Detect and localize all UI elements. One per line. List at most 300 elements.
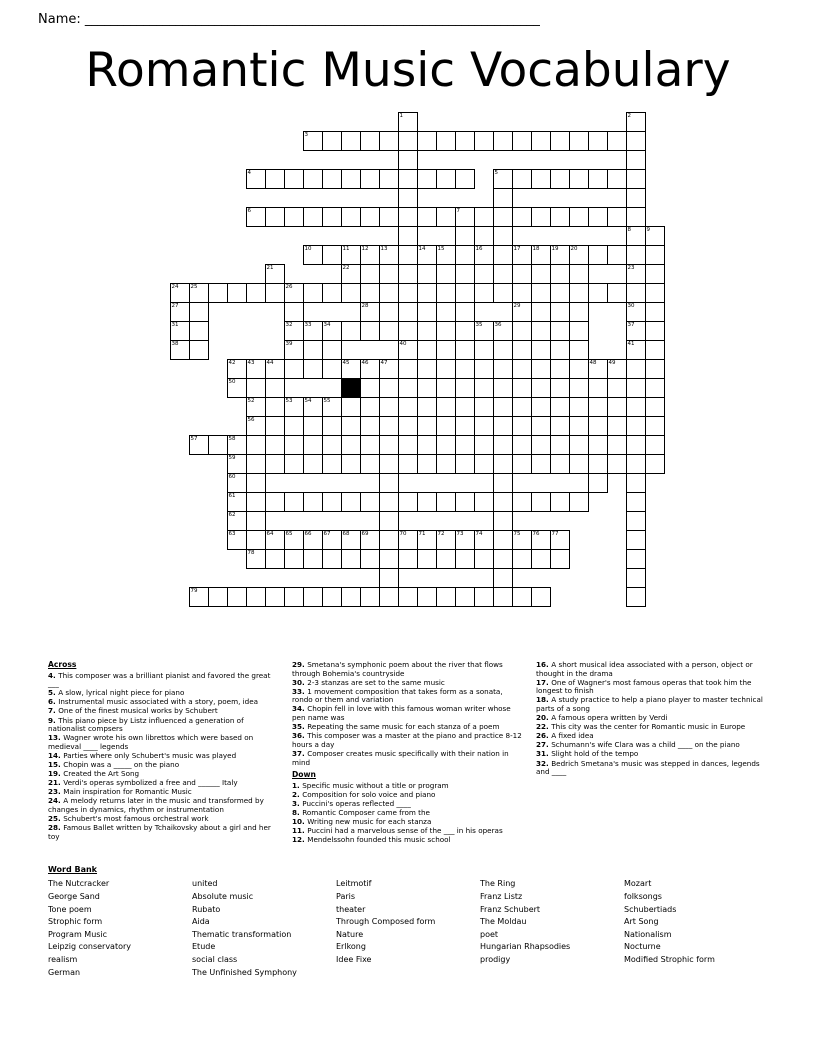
grid-cell[interactable] bbox=[550, 360, 569, 379]
grid-cell[interactable] bbox=[341, 550, 360, 569]
grid-cell[interactable] bbox=[284, 303, 303, 322]
grid-cell[interactable] bbox=[455, 170, 474, 189]
grid-cell[interactable] bbox=[379, 170, 398, 189]
grid-cell[interactable] bbox=[531, 398, 550, 417]
grid-cell[interactable] bbox=[588, 208, 607, 227]
grid-cell[interactable] bbox=[493, 170, 512, 189]
grid-cell[interactable] bbox=[645, 417, 664, 436]
grid-cell[interactable] bbox=[493, 417, 512, 436]
grid-cell[interactable] bbox=[379, 493, 398, 512]
grid-cell[interactable] bbox=[303, 132, 322, 151]
grid-cell[interactable] bbox=[493, 455, 512, 474]
grid-cell[interactable] bbox=[417, 303, 436, 322]
grid-cell[interactable] bbox=[588, 246, 607, 265]
grid-cell[interactable] bbox=[455, 531, 474, 550]
grid-cell[interactable] bbox=[284, 455, 303, 474]
grid-cell[interactable] bbox=[531, 284, 550, 303]
grid-cell[interactable] bbox=[493, 208, 512, 227]
grid-cell[interactable] bbox=[246, 436, 265, 455]
grid-cell[interactable] bbox=[170, 341, 189, 360]
grid-cell[interactable] bbox=[322, 588, 341, 607]
grid-cell[interactable] bbox=[322, 132, 341, 151]
grid-cell[interactable] bbox=[645, 436, 664, 455]
grid-cell[interactable] bbox=[455, 246, 474, 265]
grid-cell[interactable] bbox=[455, 493, 474, 512]
grid-cell[interactable] bbox=[379, 265, 398, 284]
grid-cell[interactable] bbox=[398, 550, 417, 569]
grid-cell[interactable] bbox=[303, 531, 322, 550]
grid-cell[interactable] bbox=[360, 417, 379, 436]
grid-cell[interactable] bbox=[569, 284, 588, 303]
grid-cell[interactable] bbox=[284, 170, 303, 189]
grid-cell[interactable] bbox=[189, 436, 208, 455]
grid-cell[interactable] bbox=[455, 303, 474, 322]
grid-cell[interactable] bbox=[588, 398, 607, 417]
grid-cell[interactable] bbox=[626, 512, 645, 531]
grid-cell[interactable] bbox=[265, 284, 284, 303]
grid-cell[interactable] bbox=[607, 284, 626, 303]
grid-cell[interactable] bbox=[398, 493, 417, 512]
grid-cell[interactable] bbox=[531, 436, 550, 455]
grid-cell[interactable] bbox=[398, 417, 417, 436]
grid-cell[interactable] bbox=[303, 550, 322, 569]
grid-cell[interactable] bbox=[341, 398, 360, 417]
grid-cell[interactable] bbox=[512, 493, 531, 512]
grid-cell[interactable] bbox=[474, 132, 493, 151]
grid-cell[interactable] bbox=[607, 436, 626, 455]
grid-cell[interactable] bbox=[569, 208, 588, 227]
grid-cell[interactable] bbox=[493, 379, 512, 398]
grid-cell[interactable] bbox=[341, 360, 360, 379]
grid-cell[interactable] bbox=[341, 417, 360, 436]
grid-cell[interactable] bbox=[455, 265, 474, 284]
grid-cell[interactable] bbox=[626, 493, 645, 512]
grid-cell[interactable] bbox=[436, 208, 455, 227]
grid-cell[interactable] bbox=[341, 322, 360, 341]
grid-cell[interactable] bbox=[398, 227, 417, 246]
grid-cell[interactable] bbox=[189, 588, 208, 607]
grid-cell[interactable] bbox=[379, 303, 398, 322]
grid-cell[interactable] bbox=[550, 322, 569, 341]
grid-cell[interactable] bbox=[626, 303, 645, 322]
grid-cell[interactable] bbox=[531, 322, 550, 341]
grid-cell[interactable] bbox=[227, 493, 246, 512]
grid-cell[interactable] bbox=[645, 322, 664, 341]
grid-cell[interactable] bbox=[645, 360, 664, 379]
grid-cell[interactable] bbox=[170, 322, 189, 341]
grid-cell[interactable] bbox=[246, 512, 265, 531]
grid-cell[interactable] bbox=[246, 398, 265, 417]
grid-cell[interactable] bbox=[588, 379, 607, 398]
grid-cell[interactable] bbox=[512, 284, 531, 303]
grid-cell[interactable] bbox=[569, 303, 588, 322]
grid-cell[interactable] bbox=[493, 284, 512, 303]
grid-cell[interactable] bbox=[607, 208, 626, 227]
grid-cell[interactable] bbox=[607, 379, 626, 398]
grid-cell[interactable] bbox=[322, 360, 341, 379]
grid-cell[interactable] bbox=[398, 208, 417, 227]
grid-cell[interactable] bbox=[436, 455, 455, 474]
grid-cell[interactable] bbox=[436, 588, 455, 607]
grid-cell[interactable] bbox=[626, 436, 645, 455]
grid-cell[interactable] bbox=[379, 569, 398, 588]
grid-cell[interactable] bbox=[303, 246, 322, 265]
grid-cell[interactable] bbox=[569, 341, 588, 360]
grid-cell[interactable] bbox=[474, 398, 493, 417]
grid-cell[interactable] bbox=[341, 265, 360, 284]
grid-cell[interactable] bbox=[398, 588, 417, 607]
grid-cell[interactable] bbox=[569, 170, 588, 189]
grid-cell[interactable] bbox=[170, 284, 189, 303]
grid-cell[interactable] bbox=[265, 493, 284, 512]
grid-cell[interactable] bbox=[246, 474, 265, 493]
grid-cell[interactable] bbox=[436, 360, 455, 379]
grid-cell[interactable] bbox=[322, 170, 341, 189]
crossword-grid[interactable] bbox=[152, 112, 665, 643]
grid-cell[interactable] bbox=[493, 512, 512, 531]
grid-cell[interactable] bbox=[626, 379, 645, 398]
grid-cell[interactable] bbox=[474, 246, 493, 265]
grid-cell[interactable] bbox=[455, 208, 474, 227]
grid-cell[interactable] bbox=[512, 265, 531, 284]
grid-cell[interactable] bbox=[227, 531, 246, 550]
grid-cell[interactable] bbox=[588, 170, 607, 189]
grid-cell[interactable] bbox=[531, 360, 550, 379]
grid-cell[interactable] bbox=[531, 341, 550, 360]
grid-cell[interactable] bbox=[379, 246, 398, 265]
grid-cell[interactable] bbox=[379, 455, 398, 474]
grid-cell[interactable] bbox=[645, 379, 664, 398]
grid-cell[interactable] bbox=[569, 417, 588, 436]
grid-cell[interactable] bbox=[455, 341, 474, 360]
grid-cell[interactable] bbox=[626, 151, 645, 170]
grid-cell[interactable] bbox=[227, 436, 246, 455]
grid-cell[interactable] bbox=[322, 341, 341, 360]
grid-cell[interactable] bbox=[493, 531, 512, 550]
grid-cell[interactable] bbox=[284, 550, 303, 569]
grid-cell[interactable] bbox=[455, 132, 474, 151]
grid-cell[interactable] bbox=[626, 113, 645, 132]
grid-cell[interactable] bbox=[550, 170, 569, 189]
grid-cell[interactable] bbox=[588, 455, 607, 474]
grid-cell[interactable] bbox=[322, 208, 341, 227]
grid-cell[interactable] bbox=[322, 398, 341, 417]
grid-cell[interactable] bbox=[512, 322, 531, 341]
grid-cell[interactable] bbox=[626, 550, 645, 569]
grid-cell[interactable] bbox=[607, 170, 626, 189]
grid-cell[interactable] bbox=[417, 132, 436, 151]
grid-cell[interactable] bbox=[398, 436, 417, 455]
grid-cell[interactable] bbox=[493, 132, 512, 151]
grid-cell[interactable] bbox=[360, 455, 379, 474]
grid-cell[interactable] bbox=[417, 265, 436, 284]
grid-cell[interactable] bbox=[474, 531, 493, 550]
grid-cell[interactable] bbox=[550, 284, 569, 303]
grid-cell[interactable] bbox=[398, 303, 417, 322]
grid-cell[interactable] bbox=[512, 417, 531, 436]
grid-cell[interactable] bbox=[398, 189, 417, 208]
grid-cell[interactable] bbox=[607, 246, 626, 265]
grid-cell[interactable] bbox=[531, 303, 550, 322]
grid-cell[interactable] bbox=[626, 227, 645, 246]
grid-cell[interactable] bbox=[569, 379, 588, 398]
grid-cell[interactable] bbox=[208, 436, 227, 455]
grid-cell[interactable] bbox=[360, 265, 379, 284]
grid-cell[interactable] bbox=[474, 360, 493, 379]
grid-cell[interactable] bbox=[379, 531, 398, 550]
grid-cell[interactable] bbox=[455, 227, 474, 246]
grid-cell[interactable] bbox=[474, 493, 493, 512]
grid-cell[interactable] bbox=[588, 360, 607, 379]
grid-cell[interactable] bbox=[531, 531, 550, 550]
grid-cell[interactable] bbox=[493, 398, 512, 417]
grid-cell[interactable] bbox=[322, 550, 341, 569]
grid-cell[interactable] bbox=[645, 246, 664, 265]
grid-cell[interactable] bbox=[265, 436, 284, 455]
grid-cell[interactable] bbox=[284, 360, 303, 379]
grid-cell[interactable] bbox=[569, 322, 588, 341]
grid-cell[interactable] bbox=[493, 588, 512, 607]
grid-cell[interactable] bbox=[531, 379, 550, 398]
grid-cell[interactable] bbox=[227, 360, 246, 379]
grid-cell[interactable] bbox=[607, 417, 626, 436]
grid-cell[interactable] bbox=[417, 588, 436, 607]
grid-cell[interactable] bbox=[474, 550, 493, 569]
grid-cell[interactable] bbox=[398, 398, 417, 417]
grid-cell[interactable] bbox=[398, 113, 417, 132]
grid-cell[interactable] bbox=[626, 341, 645, 360]
grid-cell[interactable] bbox=[626, 246, 645, 265]
grid-cell[interactable] bbox=[322, 322, 341, 341]
grid-cell[interactable] bbox=[360, 170, 379, 189]
grid-cell[interactable] bbox=[341, 208, 360, 227]
grid-cell[interactable] bbox=[227, 474, 246, 493]
grid-cell[interactable] bbox=[360, 208, 379, 227]
grid-cell[interactable] bbox=[265, 550, 284, 569]
grid-cell[interactable] bbox=[360, 379, 379, 398]
grid-cell[interactable] bbox=[379, 284, 398, 303]
grid-cell[interactable] bbox=[607, 455, 626, 474]
grid-cell[interactable] bbox=[398, 322, 417, 341]
grid-cell[interactable] bbox=[588, 132, 607, 151]
grid-cell[interactable] bbox=[436, 398, 455, 417]
grid-cell[interactable] bbox=[512, 360, 531, 379]
grid-cell[interactable] bbox=[360, 322, 379, 341]
grid-cell[interactable] bbox=[417, 379, 436, 398]
grid-cell[interactable] bbox=[417, 417, 436, 436]
grid-cell[interactable] bbox=[645, 303, 664, 322]
grid-cell[interactable] bbox=[512, 341, 531, 360]
grid-cell[interactable] bbox=[645, 341, 664, 360]
grid-cell[interactable] bbox=[512, 398, 531, 417]
grid-cell[interactable] bbox=[265, 398, 284, 417]
grid-cell[interactable] bbox=[417, 531, 436, 550]
grid-cell[interactable] bbox=[265, 360, 284, 379]
grid-cell[interactable] bbox=[569, 436, 588, 455]
grid-cell[interactable] bbox=[493, 246, 512, 265]
grid-cell[interactable] bbox=[626, 189, 645, 208]
grid-cell[interactable] bbox=[436, 322, 455, 341]
grid-cell[interactable] bbox=[512, 588, 531, 607]
grid-cell[interactable] bbox=[265, 208, 284, 227]
grid-cell[interactable] bbox=[588, 417, 607, 436]
grid-cell[interactable] bbox=[493, 550, 512, 569]
grid-cell[interactable] bbox=[189, 284, 208, 303]
grid-cell[interactable] bbox=[360, 246, 379, 265]
grid-cell[interactable] bbox=[474, 417, 493, 436]
grid-cell[interactable] bbox=[398, 265, 417, 284]
grid-cell[interactable] bbox=[398, 455, 417, 474]
grid-cell[interactable] bbox=[531, 208, 550, 227]
grid-cell[interactable] bbox=[474, 588, 493, 607]
grid-cell[interactable] bbox=[512, 531, 531, 550]
grid-cell[interactable] bbox=[455, 436, 474, 455]
grid-cell[interactable] bbox=[341, 436, 360, 455]
grid-cell[interactable] bbox=[474, 455, 493, 474]
grid-cell[interactable] bbox=[626, 588, 645, 607]
grid-cell[interactable] bbox=[208, 588, 227, 607]
grid-cell[interactable] bbox=[569, 360, 588, 379]
grid-cell[interactable] bbox=[493, 189, 512, 208]
grid-cell[interactable] bbox=[455, 588, 474, 607]
grid-cell[interactable] bbox=[246, 208, 265, 227]
grid-cell[interactable] bbox=[645, 455, 664, 474]
grid-cell[interactable] bbox=[379, 550, 398, 569]
grid-cell[interactable] bbox=[645, 265, 664, 284]
grid-cell[interactable] bbox=[265, 379, 284, 398]
grid-cell[interactable] bbox=[246, 379, 265, 398]
grid-cell[interactable] bbox=[493, 227, 512, 246]
grid-cell[interactable] bbox=[474, 341, 493, 360]
grid-cell[interactable] bbox=[531, 132, 550, 151]
grid-cell[interactable] bbox=[341, 284, 360, 303]
grid-cell[interactable] bbox=[493, 322, 512, 341]
grid-cell[interactable] bbox=[379, 132, 398, 151]
grid-cell[interactable] bbox=[550, 379, 569, 398]
grid-cell[interactable] bbox=[512, 436, 531, 455]
grid-cell[interactable] bbox=[341, 588, 360, 607]
grid-cell[interactable] bbox=[322, 417, 341, 436]
grid-cell[interactable] bbox=[512, 208, 531, 227]
grid-cell[interactable] bbox=[265, 265, 284, 284]
grid-cell[interactable] bbox=[341, 246, 360, 265]
grid-cell[interactable] bbox=[379, 208, 398, 227]
grid-cell[interactable] bbox=[360, 284, 379, 303]
grid-cell[interactable] bbox=[360, 550, 379, 569]
grid-cell[interactable] bbox=[265, 170, 284, 189]
grid-cell[interactable] bbox=[417, 246, 436, 265]
grid-cell[interactable] bbox=[303, 322, 322, 341]
grid-cell[interactable] bbox=[626, 455, 645, 474]
grid-cell[interactable] bbox=[360, 436, 379, 455]
grid-cell[interactable] bbox=[417, 360, 436, 379]
grid-cell[interactable] bbox=[303, 588, 322, 607]
grid-cell[interactable] bbox=[493, 493, 512, 512]
grid-cell[interactable] bbox=[550, 246, 569, 265]
grid-cell[interactable] bbox=[360, 398, 379, 417]
grid-cell[interactable] bbox=[284, 531, 303, 550]
grid-cell[interactable] bbox=[417, 170, 436, 189]
grid-cell[interactable] bbox=[284, 588, 303, 607]
grid-cell[interactable] bbox=[626, 531, 645, 550]
grid-cell[interactable] bbox=[436, 265, 455, 284]
grid-cell[interactable] bbox=[455, 322, 474, 341]
grid-cell[interactable] bbox=[303, 436, 322, 455]
grid-cell[interactable] bbox=[341, 455, 360, 474]
grid-cell[interactable] bbox=[398, 360, 417, 379]
grid-cell[interactable] bbox=[208, 284, 227, 303]
grid-cell[interactable] bbox=[360, 360, 379, 379]
grid-cell[interactable] bbox=[493, 360, 512, 379]
grid-cell[interactable] bbox=[531, 455, 550, 474]
grid-cell[interactable] bbox=[265, 588, 284, 607]
grid-cell[interactable] bbox=[303, 455, 322, 474]
grid-cell[interactable] bbox=[550, 265, 569, 284]
grid-cell[interactable] bbox=[493, 474, 512, 493]
grid-cell[interactable] bbox=[550, 303, 569, 322]
grid-cell[interactable] bbox=[550, 531, 569, 550]
grid-cell[interactable] bbox=[303, 341, 322, 360]
grid-cell[interactable] bbox=[550, 493, 569, 512]
grid-cell[interactable] bbox=[398, 341, 417, 360]
grid-cell[interactable] bbox=[284, 417, 303, 436]
grid-cell[interactable] bbox=[246, 550, 265, 569]
grid-cell[interactable] bbox=[436, 132, 455, 151]
grid-cell[interactable] bbox=[379, 436, 398, 455]
grid-cell[interactable] bbox=[607, 398, 626, 417]
grid-cell[interactable] bbox=[531, 493, 550, 512]
grid-cell[interactable] bbox=[417, 455, 436, 474]
grid-cell[interactable] bbox=[493, 341, 512, 360]
grid-cell[interactable] bbox=[626, 265, 645, 284]
grid-cell[interactable] bbox=[417, 284, 436, 303]
grid-cell[interactable] bbox=[512, 550, 531, 569]
grid-cell[interactable] bbox=[531, 246, 550, 265]
grid-cell[interactable] bbox=[474, 379, 493, 398]
grid-cell[interactable] bbox=[436, 246, 455, 265]
grid-cell[interactable] bbox=[626, 398, 645, 417]
grid-cell[interactable] bbox=[322, 455, 341, 474]
grid-cell[interactable] bbox=[550, 550, 569, 569]
grid-cell[interactable] bbox=[303, 208, 322, 227]
grid-cell[interactable] bbox=[227, 379, 246, 398]
grid-cell[interactable] bbox=[189, 303, 208, 322]
grid-cell[interactable] bbox=[322, 436, 341, 455]
grid-cell[interactable] bbox=[398, 246, 417, 265]
grid-cell[interactable] bbox=[550, 417, 569, 436]
grid-cell[interactable] bbox=[436, 379, 455, 398]
grid-cell[interactable] bbox=[379, 398, 398, 417]
grid-cell[interactable] bbox=[246, 493, 265, 512]
grid-cell[interactable] bbox=[531, 550, 550, 569]
grid-cell[interactable] bbox=[569, 493, 588, 512]
grid-cell[interactable] bbox=[417, 493, 436, 512]
grid-cell[interactable] bbox=[246, 284, 265, 303]
grid-cell[interactable] bbox=[645, 284, 664, 303]
grid-cell[interactable] bbox=[626, 417, 645, 436]
grid-cell[interactable] bbox=[436, 170, 455, 189]
grid-cell[interactable] bbox=[436, 531, 455, 550]
grid-cell[interactable] bbox=[569, 455, 588, 474]
grid-cell[interactable] bbox=[284, 208, 303, 227]
grid-cell[interactable] bbox=[607, 132, 626, 151]
grid-cell[interactable] bbox=[379, 360, 398, 379]
grid-cell[interactable] bbox=[550, 455, 569, 474]
grid-cell[interactable] bbox=[417, 550, 436, 569]
grid-cell[interactable] bbox=[360, 303, 379, 322]
grid-cell[interactable] bbox=[474, 208, 493, 227]
grid-cell[interactable] bbox=[417, 398, 436, 417]
